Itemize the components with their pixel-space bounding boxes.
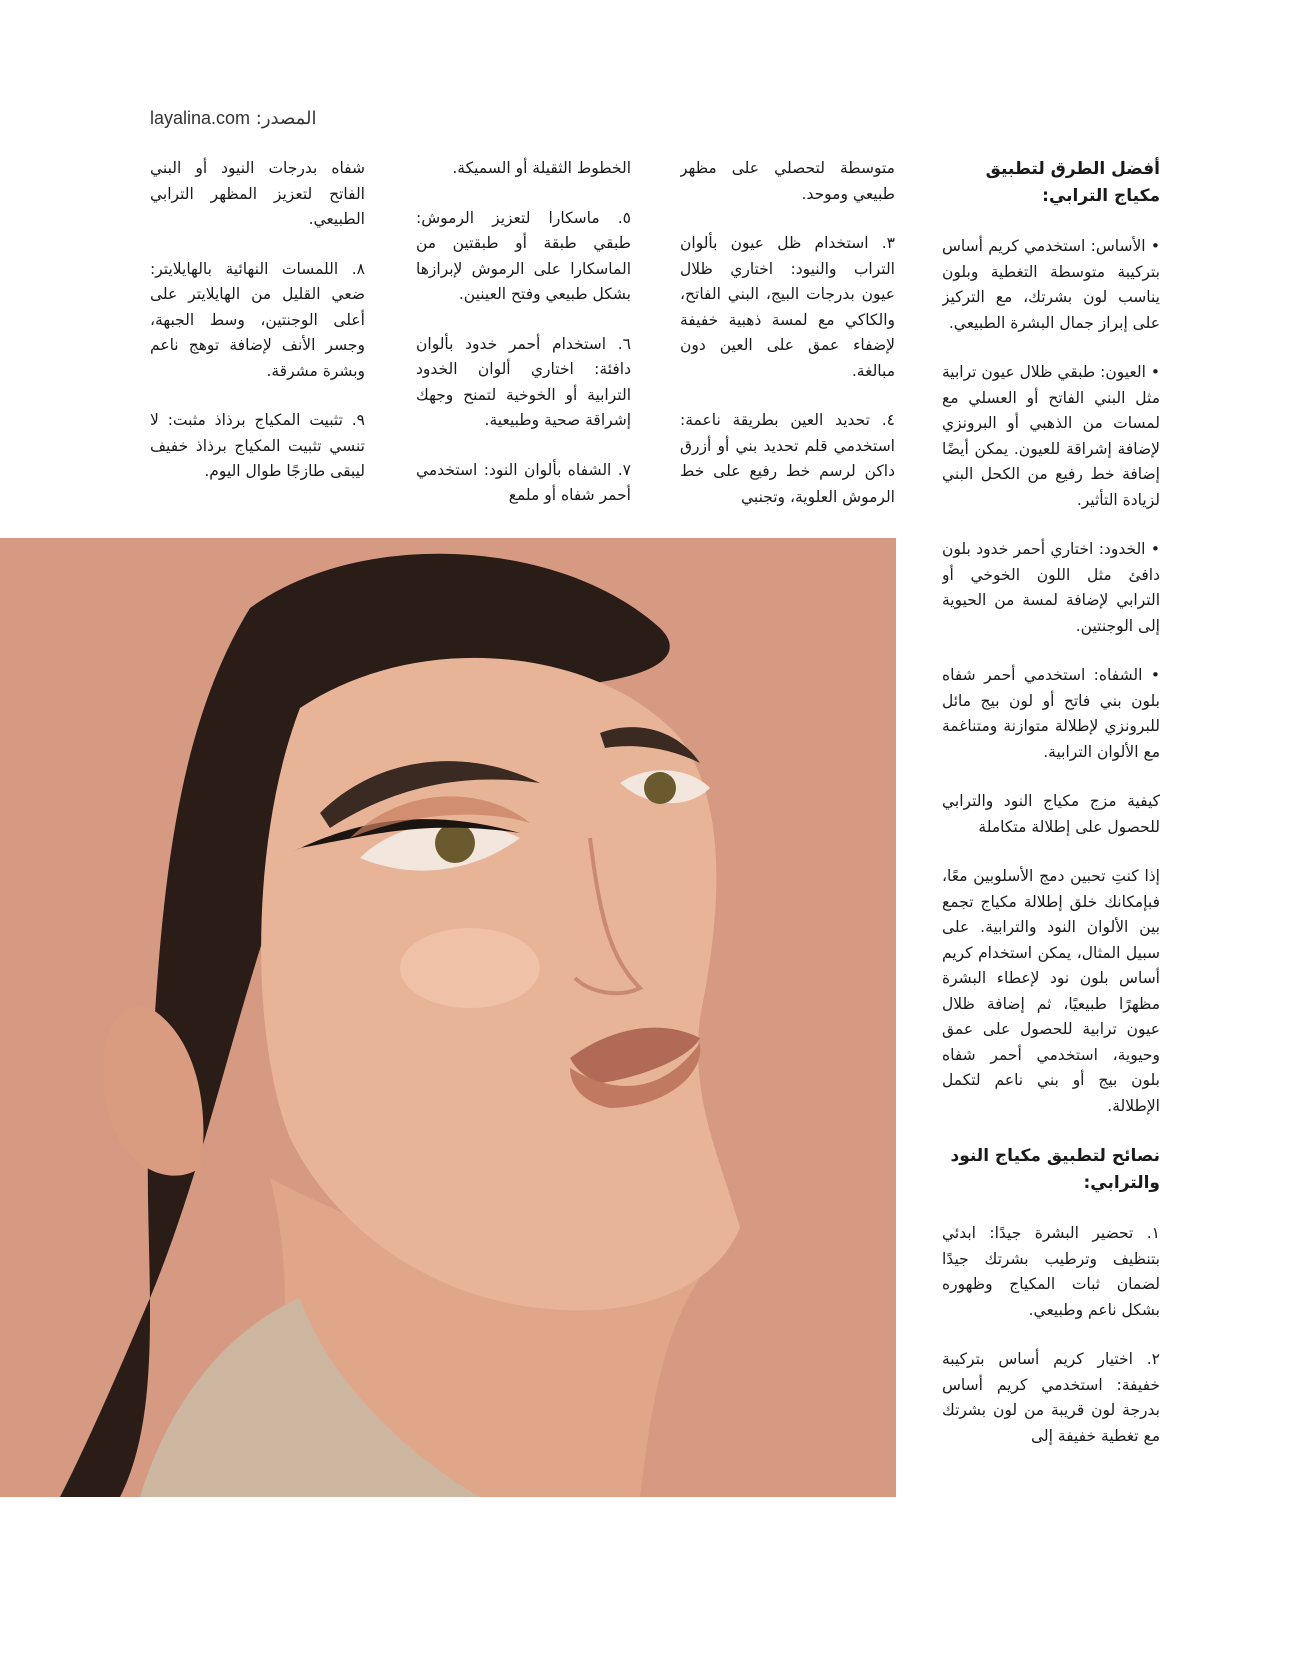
tip-9: ٩. تثبيت المكياج برذاذ مثبت: لا تنسي تثبيت المكياج برذاذ خفيف ليبقى طازجًا طوال اليوم. (150, 411, 365, 480)
source-url: layalina.com (150, 108, 251, 128)
subheading-blend: كيفية مزج مكياج النود والترابي للحصول على إطلالة متكاملة (942, 792, 1160, 836)
paragraph-blend: إذا كنتِ تحبين دمج الأسلوبين معًا، فبإمكانك خلق إطلالة مكياج تجمع بين الألوان النود والترابية. على سبيل المثال، يمكن استخدام كريم أساس بلون نود لإعطاء البشرة مظهرًا طبيعيًا، ثم إضافة ظلال عيون ترابية للحصول على عمق وحيوية، استخدمي أحمر شفاه بلون بيج أو بني ناعم لتكمل الإطلالة. (942, 867, 1160, 1115)
iris-left (435, 823, 475, 863)
section-heading-best-methods: أفضل الطرق لتطبيق مكياج الترابي: (985, 159, 1160, 206)
portrait-illustration (0, 538, 896, 1497)
tip-5: ٥. ماسكارا لتعزيز الرموش: طبقي طبقة أو طبقتين من الماسكارا على الرموش لإبرازها بشكل طبيعي وفتح العينين. (416, 208, 631, 303)
paragraph: متوسطة لتحصلي على مظهر طبيعي وموحد. (680, 159, 895, 203)
source-label: المصدر: (255, 108, 317, 129)
paragraph: الخطوط الثقيلة أو السميكة. (452, 159, 631, 177)
bullet-lips: • الشفاه: استخدمي أحمر شفاه بلون بني فاتح أو لون بيج مائل للبرونزي لإطلالة متوازنة ومتناغمة مع الألوان الترابية. (942, 666, 1160, 761)
tip-3: ٣. استخدام ظل عيون بألوان التراب والنيود: اختاري ظلال عيون بدرجات البيج، البني الفاتح، والكاكي مع لمسة ذهبية خفيفة لإضفاء عمق على العين دون مبالغة. (680, 234, 895, 380)
cheek-highlight (400, 928, 540, 1008)
bullet-cheeks: • الخدود: اختاري أحمر خدود بلون دافئ مثل اللون الخوخي أو الترابي لإضافة لمسة من الحيوية إلى الوجنتين. (942, 540, 1160, 635)
tip-1: ١. تحضير البشرة جيدًا: ابدئي بتنظيف وترطيب بشرتك جيدًا لضمان ثبات المكياج وظهوره بشكل ناعم وطبيعي. (942, 1224, 1160, 1319)
bullet-eyes: • العيون: طبقي ظلال عيون ترابية مثل البني الفاتح أو العسلي مع لمسات من الذهبي أو البرونزي لإضافة إشراقة للعيون. يمكن أيضًا إضافة خط رفيع من الكحل البني لزيادة التأثير. (942, 363, 1160, 509)
tip-4: ٤. تحديد العين بطريقة ناعمة: استخدمي قلم تحديد بني أو أزرق داكن لرسم خط رفيع على خط الرموش العلوية، وتجنبي (680, 411, 895, 506)
portrait-photo (0, 538, 896, 1497)
article-column-main (942, 156, 1160, 1496)
paragraph: شفاه بدرجات النيود أو البني الفاتح لتعزيز المظهر الترابي الطبيعي. (150, 159, 365, 228)
bullet-foundation: • الأساس: استخدمي كريم أساس بتركيبة متوسطة التغطية وبلون يناسب لون بشرتك، مع التركيز على إبراز جمال البشرة الطبيعي. (942, 237, 1160, 332)
tip-7: ٧. الشفاه بألوان النود: استخدمي أحمر شفاه أو ملمع (416, 460, 631, 504)
article-column-2 (680, 156, 895, 511)
tip-8: ٨. اللمسات النهائية بالهايلايتر: ضعي القليل من الهايلايتر على أعلى الوجنتين، وسط الجبهة، وجسر الأنف لإضافة توهج ناعم وبشرة مشرقة. (150, 259, 365, 380)
tip-2: ٢. اختيار كريم أساس بتركيبة خفيفة: استخدمي كريم أساس بدرجة لون قريبة من لون بشرتك مع تغطية خفيفة إلى (942, 1350, 1160, 1445)
tip-6: ٦. استخدام أحمر خدود بألوان دافئة: اختاري ألوان الخدود الترابية أو الخوخية لتمنح وجهك إشراقة صحية وطبيعية. (416, 334, 631, 429)
article-column-3 (416, 156, 631, 511)
iris-right (644, 772, 676, 804)
section-heading-tips: نصائح لتطبيق مكياج النود والترابي: (950, 1146, 1160, 1193)
source-credit (150, 108, 350, 129)
article-column-4 (150, 156, 365, 511)
